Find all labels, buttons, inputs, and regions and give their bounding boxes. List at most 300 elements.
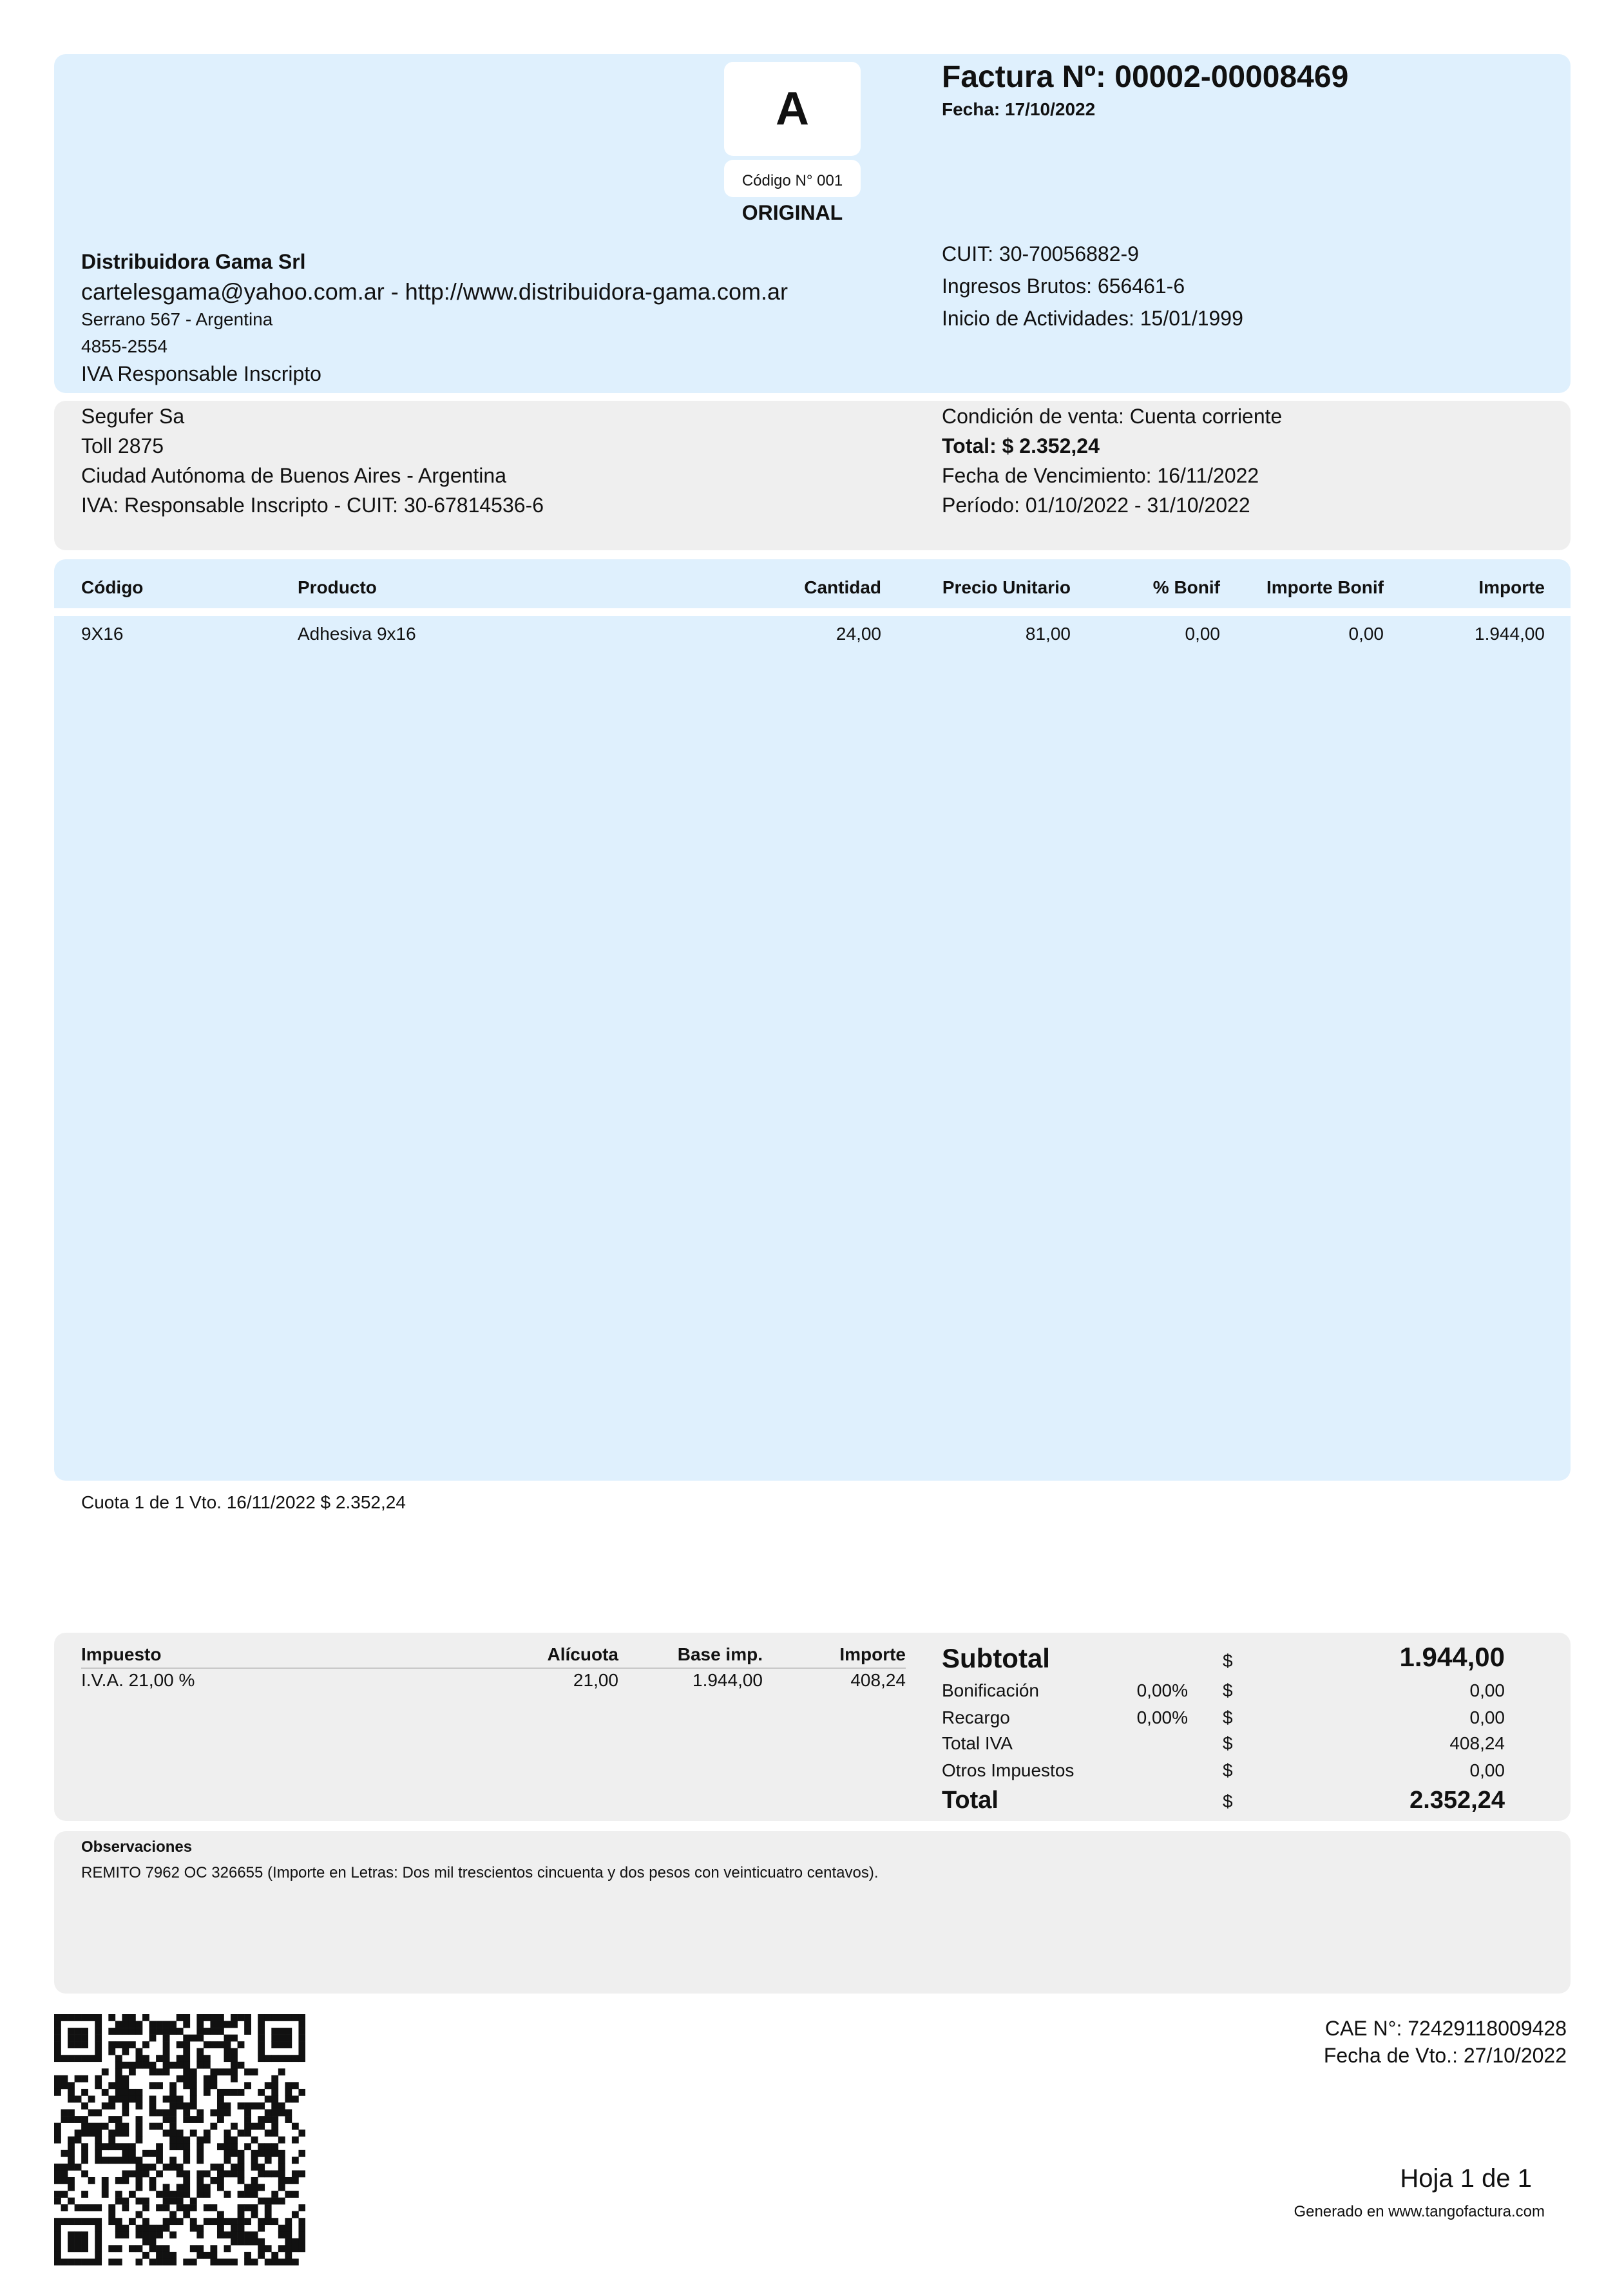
qr-module bbox=[292, 2258, 299, 2265]
qr-module bbox=[102, 2102, 109, 2110]
qr-module bbox=[271, 2102, 278, 2110]
qr-module bbox=[68, 2143, 75, 2150]
qr-module bbox=[285, 2225, 292, 2232]
qr-module bbox=[156, 2068, 163, 2075]
qr-module bbox=[95, 2123, 102, 2130]
qr-module bbox=[244, 2204, 251, 2211]
qr-module bbox=[251, 2191, 258, 2198]
qr-module bbox=[224, 2129, 231, 2137]
qr-module bbox=[177, 2143, 184, 2150]
qr-module bbox=[298, 2218, 305, 2225]
qr-module bbox=[135, 2258, 142, 2265]
qr-module bbox=[95, 2028, 102, 2035]
qr-module bbox=[54, 2225, 61, 2232]
qr-module bbox=[115, 2082, 122, 2089]
qr-module bbox=[292, 2245, 299, 2252]
qr-module bbox=[204, 2014, 211, 2021]
qr-module bbox=[129, 2143, 136, 2150]
qr-module bbox=[238, 2041, 245, 2048]
qr-module bbox=[204, 2218, 211, 2225]
qr-module bbox=[258, 2170, 265, 2177]
item-product: Adhesiva 9x16 bbox=[298, 624, 416, 644]
qr-module bbox=[135, 2021, 142, 2028]
qr-module bbox=[244, 2102, 251, 2110]
qr-module bbox=[102, 2184, 109, 2191]
qr-module bbox=[183, 2035, 190, 2042]
qr-module bbox=[149, 2068, 157, 2075]
qr-module bbox=[285, 2231, 292, 2238]
qr-module bbox=[122, 2028, 129, 2035]
qr-module bbox=[169, 2157, 177, 2164]
qr-module bbox=[122, 2041, 129, 2048]
qr-module bbox=[68, 2082, 75, 2089]
qr-module bbox=[149, 2258, 157, 2265]
qr-module bbox=[68, 2184, 75, 2191]
qr-module bbox=[122, 2143, 129, 2150]
qr-module bbox=[298, 2170, 305, 2177]
qr-module bbox=[54, 2082, 61, 2089]
qr-module bbox=[183, 2137, 190, 2144]
qr-module bbox=[217, 2177, 224, 2184]
qr-module bbox=[115, 2116, 122, 2123]
qr-module bbox=[238, 2177, 245, 2184]
qr-module bbox=[224, 2035, 231, 2042]
qr-module bbox=[169, 2252, 177, 2259]
qr-module bbox=[210, 2082, 217, 2089]
qr-module bbox=[61, 2116, 68, 2123]
qr-module bbox=[156, 2143, 163, 2150]
qr-module bbox=[271, 2095, 278, 2102]
qr-module bbox=[156, 2028, 163, 2035]
qr-module bbox=[163, 2164, 170, 2171]
qr-module bbox=[196, 2062, 204, 2069]
qr-module bbox=[54, 2170, 61, 2177]
qr-module bbox=[81, 2143, 88, 2150]
qr-module bbox=[244, 2218, 251, 2225]
qr-module bbox=[142, 2014, 149, 2021]
qr-module bbox=[238, 2164, 245, 2171]
qr-module bbox=[238, 2062, 245, 2069]
qr-module bbox=[81, 2191, 88, 2198]
invoice-letter-box bbox=[724, 62, 861, 156]
qr-module bbox=[285, 2252, 292, 2259]
qr-module bbox=[68, 2137, 75, 2144]
qr-module bbox=[196, 2143, 204, 2150]
qr-module bbox=[61, 2177, 68, 2184]
qr-module bbox=[75, 2245, 82, 2252]
qr-module bbox=[292, 2137, 299, 2144]
qr-module bbox=[75, 2095, 82, 2102]
qr-module bbox=[54, 2191, 61, 2198]
qr-module bbox=[169, 2095, 177, 2102]
qr-module bbox=[210, 2075, 217, 2082]
qr-module bbox=[271, 2258, 278, 2265]
qr-module bbox=[292, 2177, 299, 2184]
qr-module bbox=[149, 2245, 157, 2252]
qr-module bbox=[278, 2231, 285, 2238]
qr-module bbox=[135, 2028, 142, 2035]
qr-module bbox=[204, 2075, 211, 2082]
qr-module bbox=[54, 2164, 61, 2171]
qr-module bbox=[244, 2110, 251, 2117]
qr-module bbox=[135, 2198, 142, 2205]
qr-module bbox=[278, 2184, 285, 2191]
qr-module bbox=[54, 2238, 61, 2245]
qr-module bbox=[75, 2116, 82, 2123]
qr-module bbox=[244, 2129, 251, 2137]
qr-module bbox=[156, 2157, 163, 2164]
qr-module bbox=[210, 2041, 217, 2048]
qr-module bbox=[163, 2062, 170, 2069]
qr-module bbox=[115, 2055, 122, 2062]
qr-module bbox=[61, 2110, 68, 2117]
qr-module bbox=[190, 2102, 197, 2110]
qr-module bbox=[81, 2041, 88, 2048]
qr-module bbox=[258, 2014, 265, 2021]
qr-module bbox=[177, 2184, 184, 2191]
qr-module bbox=[196, 2021, 204, 2028]
qr-module bbox=[163, 2095, 170, 2102]
qr-module bbox=[108, 2204, 115, 2211]
invoice-copy-label: ORIGINAL bbox=[741, 201, 843, 224]
qr-module bbox=[122, 2225, 129, 2232]
qr-module bbox=[163, 2191, 170, 2198]
issuer-cuit: CUIT: 30-70056882-9 bbox=[942, 242, 1139, 265]
issuer-tax-condition: IVA Responsable Inscripto bbox=[81, 362, 321, 385]
qr-module bbox=[244, 2184, 251, 2191]
qr-module bbox=[196, 2048, 204, 2055]
qr-module bbox=[190, 2204, 197, 2211]
qr-module bbox=[224, 2102, 231, 2110]
qr-module bbox=[156, 2231, 163, 2238]
qr-module bbox=[271, 2150, 278, 2157]
qr-module bbox=[135, 2095, 142, 2102]
qr-module bbox=[149, 2110, 157, 2117]
qr-module bbox=[61, 2164, 68, 2171]
qr-module bbox=[122, 2089, 129, 2096]
qr-module bbox=[231, 2225, 238, 2232]
qr-module bbox=[224, 2041, 231, 2048]
issuer-gross-income: Ingresos Brutos: 656461-6 bbox=[942, 274, 1185, 298]
qr-module bbox=[54, 2129, 61, 2137]
qr-module bbox=[258, 2225, 265, 2232]
qr-module bbox=[75, 2238, 82, 2245]
qr-module bbox=[122, 2102, 129, 2110]
qr-module bbox=[115, 2177, 122, 2184]
tax-name: I.V.A. 21,00 % bbox=[81, 1670, 195, 1690]
qr-module bbox=[251, 2164, 258, 2171]
qr-module bbox=[231, 2075, 238, 2082]
qr-module bbox=[265, 2157, 272, 2164]
qr-module bbox=[238, 2102, 245, 2110]
invoice-code: Código N° 001 bbox=[741, 172, 843, 189]
qr-module bbox=[244, 2191, 251, 2198]
qr-module bbox=[61, 2082, 68, 2089]
qr-module bbox=[190, 2089, 197, 2096]
discount-value: 0,00 bbox=[1469, 1680, 1505, 1700]
qr-module bbox=[251, 2204, 258, 2211]
qr-module bbox=[122, 2062, 129, 2069]
qr-module bbox=[129, 2014, 136, 2021]
qr-module bbox=[271, 2082, 278, 2089]
qr-module bbox=[102, 2191, 109, 2198]
qr-module bbox=[156, 2055, 163, 2062]
qr-module bbox=[196, 2184, 204, 2191]
qr-module bbox=[210, 2021, 217, 2028]
sale-condition: Condición de venta: Cuenta corriente bbox=[942, 405, 1283, 428]
qr-module bbox=[210, 2164, 217, 2171]
qr-module bbox=[177, 2137, 184, 2144]
qr-module bbox=[163, 2110, 170, 2117]
issuer-start-activities: Inicio de Actividades: 15/01/1999 bbox=[942, 307, 1243, 330]
discount-pct: 0,00% bbox=[1136, 1680, 1188, 1700]
qr-module bbox=[217, 2225, 224, 2232]
qr-module bbox=[149, 2164, 157, 2171]
qr-module bbox=[244, 2014, 251, 2021]
customer-name: Segufer Sa bbox=[81, 405, 185, 428]
qr-module bbox=[68, 2245, 75, 2252]
qr-module bbox=[231, 2055, 238, 2062]
qr-module bbox=[278, 2028, 285, 2035]
qr-module bbox=[75, 2164, 82, 2171]
qr-module bbox=[183, 2102, 190, 2110]
qr-module bbox=[238, 2150, 245, 2157]
qr-module bbox=[169, 2164, 177, 2171]
qr-module bbox=[251, 2211, 258, 2218]
qr-module bbox=[217, 2089, 224, 2096]
qr-module bbox=[68, 2055, 75, 2062]
qr-module bbox=[163, 2225, 170, 2232]
qr-module bbox=[177, 2055, 184, 2062]
qr-module bbox=[196, 2014, 204, 2021]
qr-module bbox=[231, 2238, 238, 2245]
qr-module bbox=[258, 2184, 265, 2191]
qr-module bbox=[204, 2089, 211, 2096]
qr-module bbox=[68, 2258, 75, 2265]
qr-module bbox=[68, 2198, 75, 2205]
discount-label: Bonificación bbox=[942, 1680, 1039, 1700]
qr-module bbox=[61, 2218, 68, 2225]
qr-module bbox=[258, 2164, 265, 2171]
qr-module bbox=[251, 2123, 258, 2130]
qr-module bbox=[135, 2102, 142, 2110]
qr-module bbox=[224, 2143, 231, 2150]
qr-module bbox=[190, 2225, 197, 2232]
qr-module bbox=[258, 2238, 265, 2245]
items-header-divider bbox=[54, 608, 1571, 616]
qr-module bbox=[231, 2089, 238, 2096]
qr-module bbox=[177, 2095, 184, 2102]
qr-module bbox=[169, 2021, 177, 2028]
discount-currency: $ bbox=[1223, 1680, 1233, 1700]
qr-module bbox=[115, 2123, 122, 2130]
qr-module bbox=[258, 2055, 265, 2062]
qr-module bbox=[95, 2110, 102, 2117]
qr-module bbox=[278, 2035, 285, 2042]
qr-module bbox=[54, 2021, 61, 2028]
qr-module bbox=[177, 2198, 184, 2205]
qr-module bbox=[75, 2129, 82, 2137]
qr-module bbox=[142, 2218, 149, 2225]
qr-module bbox=[54, 2177, 61, 2184]
qr-module bbox=[122, 2157, 129, 2164]
qr-module bbox=[61, 2150, 68, 2157]
qr-module bbox=[190, 2035, 197, 2042]
qr-module bbox=[292, 2095, 299, 2102]
qr-module bbox=[298, 2021, 305, 2028]
qr-module bbox=[217, 2231, 224, 2238]
qr-module bbox=[224, 2068, 231, 2075]
qr-module bbox=[217, 2218, 224, 2225]
qr-module bbox=[258, 2116, 265, 2123]
qr-module bbox=[102, 2157, 109, 2164]
items-header-discount-amount: Importe Bonif bbox=[1266, 577, 1384, 597]
qr-module bbox=[196, 2245, 204, 2252]
qr-module bbox=[271, 2198, 278, 2205]
qr-module bbox=[265, 2110, 272, 2117]
qr-module bbox=[156, 2245, 163, 2252]
qr-module bbox=[244, 2143, 251, 2150]
qr-module bbox=[142, 2252, 149, 2259]
qr-module bbox=[210, 2123, 217, 2130]
qr-module bbox=[183, 2191, 190, 2198]
qr-module bbox=[115, 2041, 122, 2048]
grand-total-value: 2.352,24 bbox=[1409, 1787, 1505, 1814]
qr-module bbox=[135, 2225, 142, 2232]
grand-total-currency: $ bbox=[1223, 1791, 1233, 1811]
qr-module bbox=[298, 2238, 305, 2245]
qr-module bbox=[183, 2055, 190, 2062]
qr-module bbox=[156, 2170, 163, 2177]
qr-module bbox=[163, 2035, 170, 2042]
qr-module bbox=[169, 2129, 177, 2137]
qr-module bbox=[177, 2204, 184, 2211]
qr-module bbox=[278, 2110, 285, 2117]
qr-module bbox=[149, 2225, 157, 2232]
qr-module bbox=[54, 2048, 61, 2055]
observations-text: REMITO 7962 OC 326655 (Importe en Letras: Dos mil trescientos cincuenta y dos pesos con veinticuatro centavos). bbox=[81, 1864, 879, 1881]
qr-module bbox=[75, 2035, 82, 2042]
qr-module bbox=[95, 2218, 102, 2225]
surcharge-currency: $ bbox=[1223, 1707, 1233, 1727]
qr-module bbox=[149, 2062, 157, 2069]
qr-module bbox=[190, 2129, 197, 2137]
item-unit-price: 81,00 bbox=[1025, 624, 1071, 644]
qr-module bbox=[108, 2258, 115, 2265]
items-header-amount: Importe bbox=[1478, 577, 1545, 597]
qr-module bbox=[183, 2110, 190, 2117]
qr-module bbox=[278, 2164, 285, 2171]
qr-module bbox=[217, 2258, 224, 2265]
qr-module bbox=[135, 2123, 142, 2130]
qr-module bbox=[68, 2014, 75, 2021]
qr-module bbox=[196, 2116, 204, 2123]
qr-module bbox=[163, 2198, 170, 2205]
qr-module bbox=[244, 2021, 251, 2028]
qr-module bbox=[163, 2028, 170, 2035]
qr-module bbox=[68, 2116, 75, 2123]
qr-module bbox=[224, 2055, 231, 2062]
qr-module bbox=[81, 2035, 88, 2042]
qr-module bbox=[244, 2028, 251, 2035]
qr-module bbox=[108, 2028, 115, 2035]
qr-module bbox=[224, 2048, 231, 2055]
qr-module bbox=[238, 2225, 245, 2232]
qr-module bbox=[217, 2041, 224, 2048]
qr-module bbox=[298, 2048, 305, 2055]
qr-module bbox=[238, 2170, 245, 2177]
qr-module bbox=[115, 2062, 122, 2069]
qr-module bbox=[196, 2035, 204, 2042]
customer-total: Total: $ 2.352,24 bbox=[942, 434, 1100, 457]
qr-module bbox=[163, 2041, 170, 2048]
qr-module bbox=[156, 2123, 163, 2130]
qr-module bbox=[285, 2116, 292, 2123]
qr-module bbox=[258, 2089, 265, 2096]
qr-module bbox=[224, 2245, 231, 2252]
qr-module bbox=[183, 2041, 190, 2048]
qr-module bbox=[196, 2191, 204, 2198]
qr-module bbox=[251, 2238, 258, 2245]
qr-module bbox=[115, 2225, 122, 2232]
qr-module bbox=[285, 2082, 292, 2089]
qr-module bbox=[75, 2204, 82, 2211]
qr-module bbox=[204, 2062, 211, 2069]
qr-module bbox=[210, 2258, 217, 2265]
qr-module bbox=[298, 2225, 305, 2232]
qr-module bbox=[81, 2129, 88, 2137]
qr-module bbox=[251, 2137, 258, 2144]
qr-module bbox=[251, 2102, 258, 2110]
qr-module bbox=[135, 2245, 142, 2252]
qr-module bbox=[81, 2089, 88, 2096]
qr-module bbox=[285, 2218, 292, 2225]
qr-module bbox=[163, 2048, 170, 2055]
qr-module bbox=[102, 2177, 109, 2184]
qr-module bbox=[61, 2075, 68, 2082]
qr-module bbox=[183, 2204, 190, 2211]
item-amount: 1.944,00 bbox=[1475, 624, 1545, 644]
qr-module bbox=[129, 2150, 136, 2157]
customer-tax: IVA: Responsable Inscripto - CUIT: 30-67814536-6 bbox=[81, 494, 544, 517]
qr-module bbox=[292, 2123, 299, 2130]
qr-module bbox=[210, 2068, 217, 2075]
qr-module bbox=[54, 2198, 61, 2205]
qr-module bbox=[169, 2089, 177, 2096]
qr-module bbox=[265, 2082, 272, 2089]
qr-module bbox=[169, 2218, 177, 2225]
qr-module bbox=[224, 2150, 231, 2157]
qr-module bbox=[265, 2116, 272, 2123]
qr-module bbox=[177, 2102, 184, 2110]
issuer-contact: cartelesgama@yahoo.com.ar - http://www.distribuidora-gama.com.ar bbox=[81, 278, 788, 305]
qr-module bbox=[258, 2245, 265, 2252]
qr-module bbox=[285, 2095, 292, 2102]
qr-module bbox=[285, 2041, 292, 2048]
qr-module bbox=[210, 2014, 217, 2021]
qr-module bbox=[217, 2110, 224, 2117]
qr-module bbox=[292, 2170, 299, 2177]
qr-module bbox=[149, 2021, 157, 2028]
qr-module bbox=[231, 2231, 238, 2238]
qr-module bbox=[238, 2218, 245, 2225]
qr-module bbox=[115, 2075, 122, 2082]
qr-module bbox=[278, 2177, 285, 2184]
qr-module bbox=[142, 2164, 149, 2171]
qr-module bbox=[169, 2211, 177, 2218]
qr-module bbox=[95, 2245, 102, 2252]
qr-module bbox=[115, 2143, 122, 2150]
